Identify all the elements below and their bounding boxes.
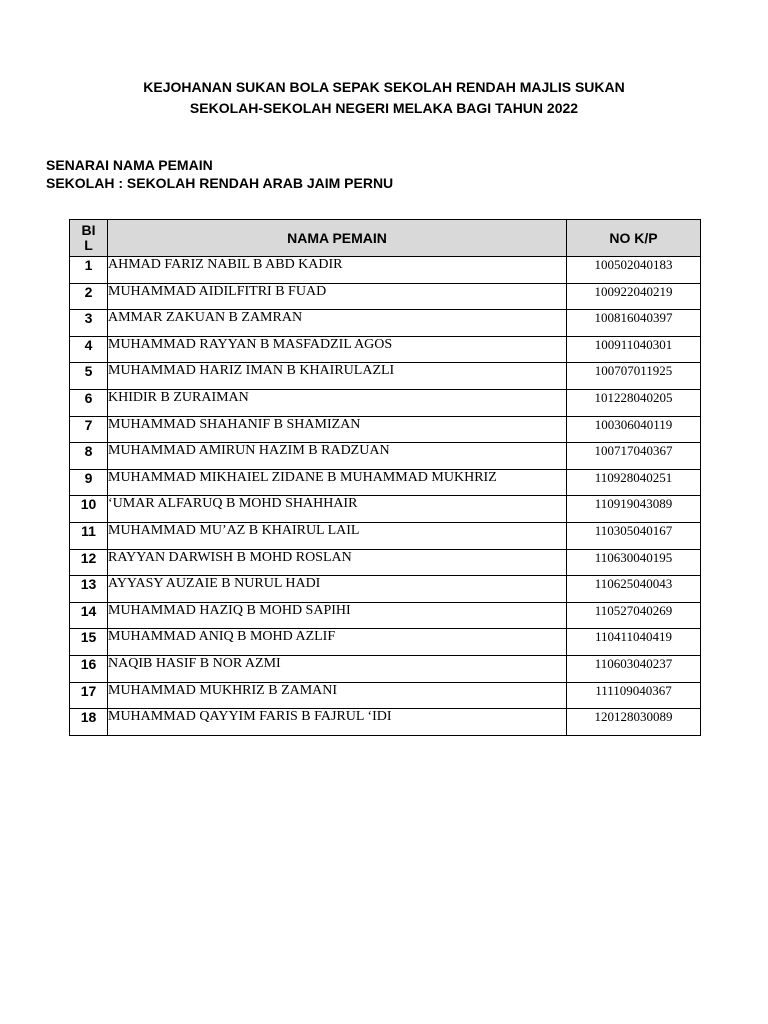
player-name: AHMAD FARIZ NABIL B ABD KADIR [108, 257, 567, 284]
row-number: 2 [70, 283, 108, 310]
player-name: RAYYAN DARWISH B MOHD ROSLAN [108, 549, 567, 576]
player-ic-number: 100502040183 [567, 257, 701, 284]
player-name: MUHAMMAD SHAHANIF B SHAMIZAN [108, 416, 567, 443]
player-ic-number: 110305040167 [567, 522, 701, 549]
column-header-nama: NAMA PEMAIN [108, 220, 567, 257]
player-name: KHIDIR B ZURAIMAN [108, 389, 567, 416]
table-row [70, 629, 701, 656]
player-name: MUHAMMAD AIDILFITRI B FUAD [108, 283, 567, 310]
row-number: 11 [70, 522, 108, 549]
list-heading [46, 156, 393, 192]
player-ic-number: 100911040301 [567, 336, 701, 363]
player-ic-number: 110603040237 [567, 655, 701, 682]
column-header-nokp: NO K/P [567, 220, 701, 257]
row-number: 6 [70, 389, 108, 416]
row-number: 14 [70, 602, 108, 629]
table-row [70, 389, 701, 416]
player-name: AYYASY AUZAIE B NURUL HADI [108, 576, 567, 603]
player-ic-number: 101228040205 [567, 389, 701, 416]
row-number: 16 [70, 655, 108, 682]
title-line-2: SEKOLAH-SEKOLAH NEGERI MELAKA BAGI TAHUN 2022 [189, 100, 579, 116]
row-number: 4 [70, 336, 108, 363]
row-number: 10 [70, 496, 108, 523]
player-ic-number: 110625040043 [567, 576, 701, 603]
player-ic-number: 110411040419 [567, 629, 701, 656]
table-row [70, 655, 701, 682]
row-number: 8 [70, 443, 108, 470]
player-name: ‘UMAR ALFARUQ B MOHD SHAHHAIR [108, 496, 567, 523]
player-table [69, 219, 701, 736]
table-row [70, 416, 701, 443]
table-row [70, 443, 701, 470]
title-line-1: KEJOHANAN SUKAN BOLA SEPAK SEKOLAH RENDAH MAJLIS SUKAN [143, 79, 625, 95]
player-name: MUHAMMAD HAZIQ B MOHD SAPIHI [108, 602, 567, 629]
row-number: 5 [70, 363, 108, 390]
row-number: 18 [70, 709, 108, 736]
document-title [0, 77, 768, 119]
player-ic-number: 111109040367 [567, 682, 701, 709]
bil-header-line-2: L [84, 237, 93, 253]
player-name: AMMAR ZAKUAN B ZAMRAN [108, 310, 567, 337]
table-row [70, 709, 701, 736]
table-body [70, 257, 701, 736]
player-ic-number: 100922040219 [567, 283, 701, 310]
table-row [70, 283, 701, 310]
player-ic-number: 110630040195 [567, 549, 701, 576]
player-name: MUHAMMAD RAYYAN B MASFADZIL AGOS [108, 336, 567, 363]
row-number: 9 [70, 469, 108, 496]
player-name: MUHAMMAD MU’AZ B KHAIRUL LAIL [108, 522, 567, 549]
row-number: 17 [70, 682, 108, 709]
row-number: 3 [70, 310, 108, 337]
player-name: MUHAMMAD AMIRUN HAZIM B RADZUAN [108, 443, 567, 470]
player-ic-number: 120128030089 [567, 709, 701, 736]
player-name: MUHAMMAD QAYYIM FARIS B FAJRUL ‘IDI [108, 709, 567, 736]
player-ic-number: 110919043089 [567, 496, 701, 523]
table-row [70, 576, 701, 603]
player-ic-number: 100717040367 [567, 443, 701, 470]
list-label: SENARAI NAMA PEMAIN [46, 157, 213, 173]
column-header-bil [70, 220, 108, 257]
row-number: 12 [70, 549, 108, 576]
table-row [70, 363, 701, 390]
bil-header-line-1: BI [81, 222, 96, 238]
table-row [70, 469, 701, 496]
table-row [70, 522, 701, 549]
table-header-row [70, 220, 701, 257]
player-ic-number: 100816040397 [567, 310, 701, 337]
table-row [70, 336, 701, 363]
player-name: MUHAMMAD HARIZ IMAN B KHAIRULAZLI [108, 363, 567, 390]
player-name: NAQIB HASIF B NOR AZMI [108, 655, 567, 682]
table-row [70, 602, 701, 629]
player-name: MUHAMMAD MIKHAIEL ZIDANE B MUHAMMAD MUKHRIZ [108, 469, 567, 496]
player-ic-number: 100306040119 [567, 416, 701, 443]
row-number: 1 [70, 257, 108, 284]
table-row [70, 310, 701, 337]
table-row [70, 257, 701, 284]
player-ic-number: 110928040251 [567, 469, 701, 496]
school-line: SEKOLAH : SEKOLAH RENDAH ARAB JAIM PERNU [46, 175, 394, 191]
table-row [70, 682, 701, 709]
player-ic-number: 100707011925 [567, 363, 701, 390]
player-name: MUHAMMAD MUKHRIZ B ZAMANI [108, 682, 567, 709]
row-number: 13 [70, 576, 108, 603]
table-row [70, 496, 701, 523]
player-name: MUHAMMAD ANIQ B MOHD AZLIF [108, 629, 567, 656]
row-number: 15 [70, 629, 108, 656]
table-row [70, 549, 701, 576]
row-number: 7 [70, 416, 108, 443]
player-ic-number: 110527040269 [567, 602, 701, 629]
